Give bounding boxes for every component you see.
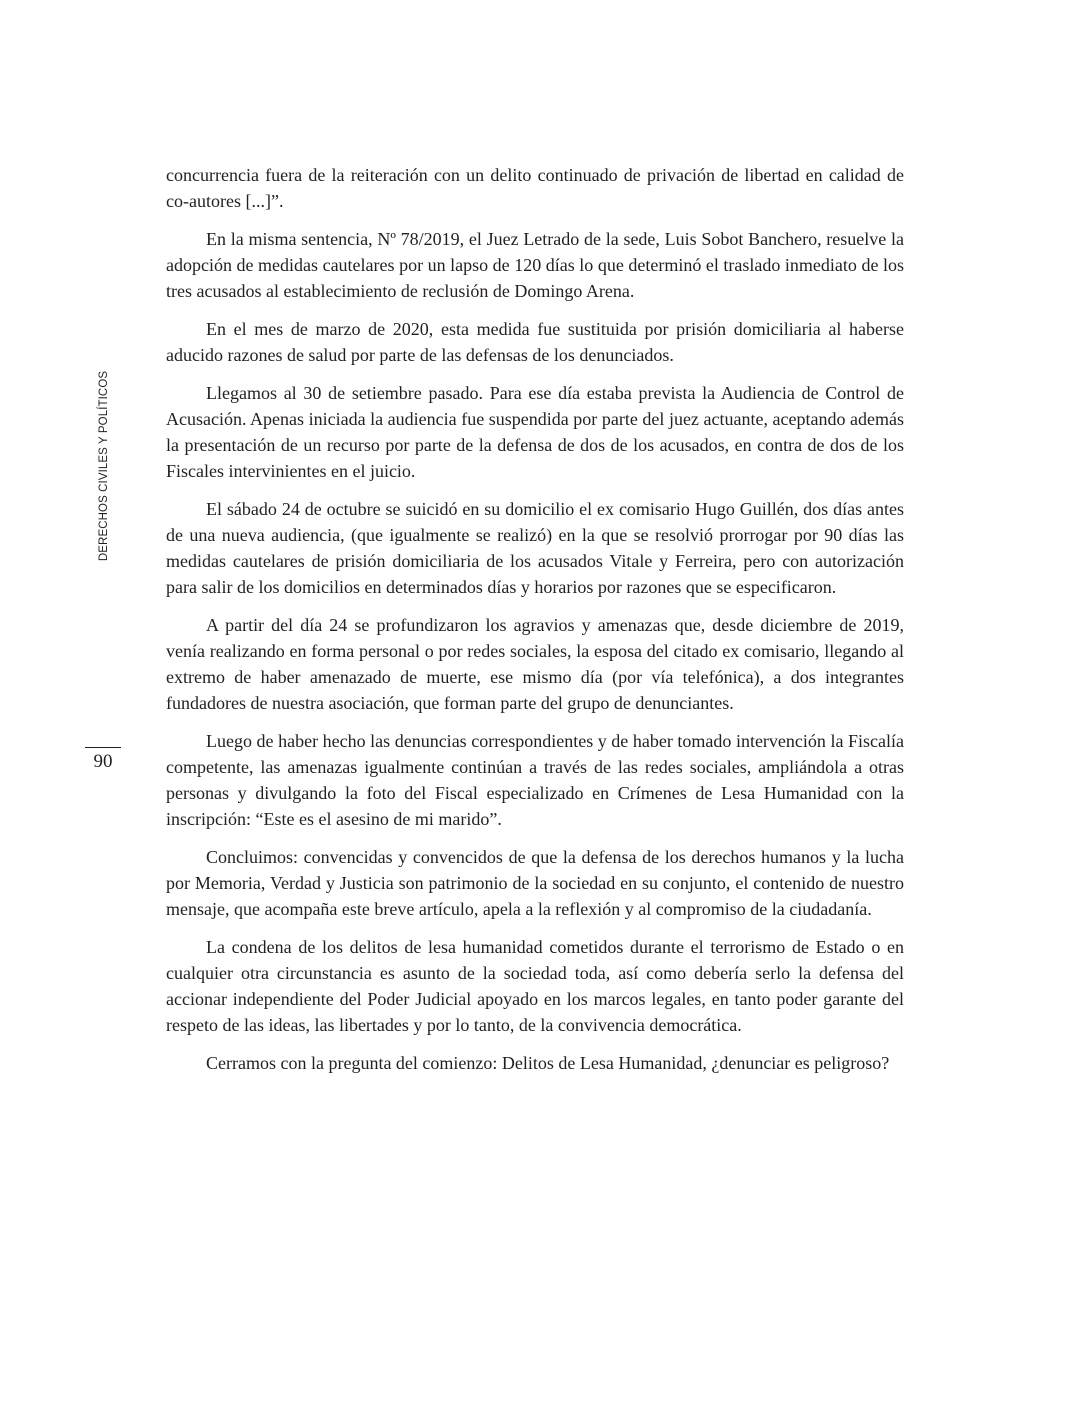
paragraph: El sábado 24 de octubre se suicidó en su domicilio el ex comisario Hugo Guillén, dos días antes de una nueva audiencia, (que igualmente se realizó) en la que se resolvió prorrogar por 90 días las medidas cautelares de prisión domiciliaria de los acusados Vitale y Ferreira, pero con autorización para salir de los domicilios en determinados días y horarios por razones que se especificaron. <box>166 499 904 597</box>
page-number-rule <box>85 747 121 748</box>
running-head: DERECHOS CIVILES Y POLÍTICOS <box>98 370 110 562</box>
page-number: 90 <box>93 751 113 772</box>
article-body <box>166 162 904 1088</box>
paragraph: Llegamos al 30 de setiembre pasado. Para ese día estaba prevista la Audiencia de Control de Acusación. Apenas iniciada la audiencia fue suspendida por parte del juez actuante, aceptando además la presentación de un recurso por parte de la defensa de dos de los acusados, en contra de dos de los Fiscales intervinientes en el juicio. <box>166 383 904 481</box>
paragraph: La condena de los delitos de lesa humanidad cometidos durante el terrorismo de Estado o en cualquier otra circunstancia es asunto de la sociedad toda, así como debería serlo la defensa del accionar independiente del Poder Judicial apoyado en los marcos legales, en tanto poder garante del respeto de las ideas, las libertades y por lo tanto, de la convivencia democrática. <box>166 937 904 1035</box>
paragraph: En el mes de marzo de 2020, esta medida fue sustituida por prisión domiciliaria al haberse aducido razones de salud por parte de las defensas de los denunciados. <box>166 319 904 365</box>
paragraph: Cerramos con la pregunta del comienzo: Delitos de Lesa Humanidad, ¿denunciar es peligroso? <box>206 1053 890 1073</box>
paragraph: Concluimos: convencidas y convencidos de que la defensa de los derechos humanos y la lucha por Memoria, Verdad y Justicia son patrimonio de la sociedad en su conjunto, el contenido de nuestro mensaje, que acompaña este breve artículo, apela a la reflexión y al compromiso de la ciudadanía. <box>166 847 904 919</box>
paragraph: A partir del día 24 se profundizaron los agravios y amenazas que, desde diciembre de 2019, venía realizando en forma personal o por redes sociales, la esposa del citado ex comisario, llegando al extremo de haber amenazado de muerte, ese mismo día (por vía telefónica), a dos integrantes fundadores de nuestra asociación, que forman parte del grupo de denunciantes. <box>166 615 904 713</box>
paragraph: concurrencia fuera de la reiteración con un delito continuado de privación de libertad en calidad de co-autores [...]”. <box>166 165 904 211</box>
paragraph: Luego de haber hecho las denuncias correspondientes y de haber tomado intervención la Fiscalía competente, las amenazas igualmente continúan a través de las redes sociales, ampliándola a otras personas y divulgando la foto del Fiscal especializado en Crímenes de Lesa Humanidad con la inscripción: “Este es el asesino de mi marido”. <box>166 731 904 829</box>
paragraph: En la misma sentencia, Nº 78/2019, el Juez Letrado de la sede, Luis Sobot Banchero, resuelve la adopción de medidas cautelares por un lapso de 120 días lo que determinó el traslado inmediato de los tres acusados al establecimiento de reclusión de Domingo Arena. <box>166 229 904 301</box>
